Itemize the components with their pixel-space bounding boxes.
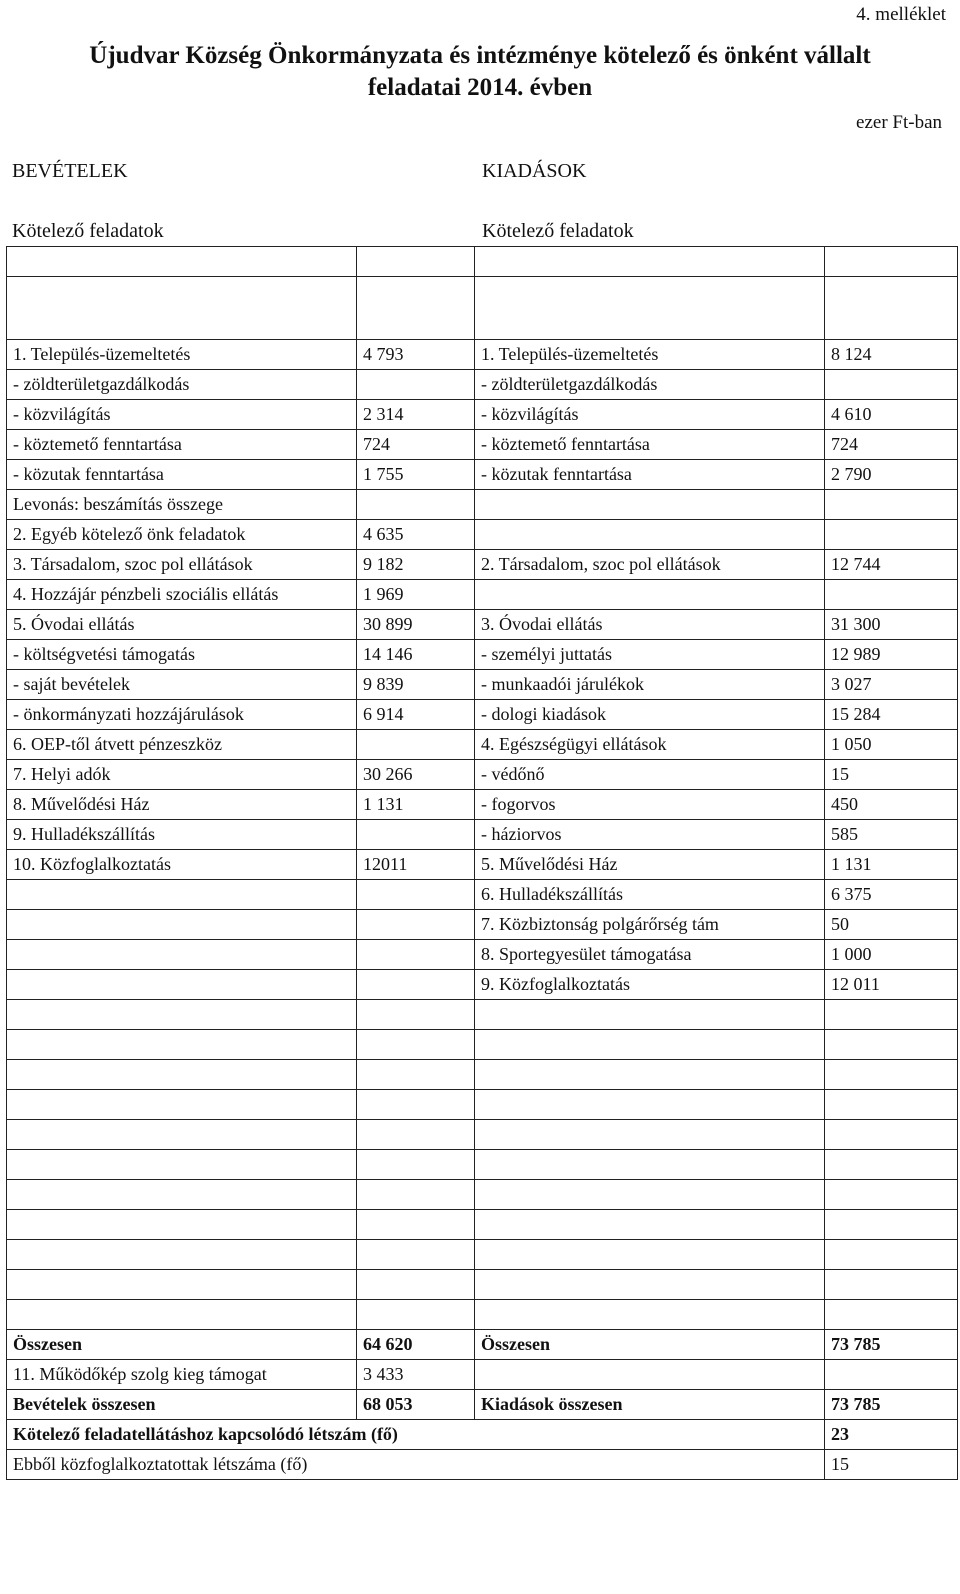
income-item-value: 1 969: [357, 580, 475, 610]
expense-item-label: 1. Település-üzemeltetés: [475, 340, 825, 370]
income-item-label: 7. Helyi adók: [7, 760, 357, 790]
table-row: [7, 550, 958, 580]
income-item-label: [7, 910, 357, 940]
empty-cell: [825, 1360, 958, 1390]
table-row: [7, 760, 958, 790]
unit-label: ezer Ft-ban: [856, 112, 942, 133]
income-subheader: Kötelező feladatok: [12, 220, 164, 242]
empty-row: [7, 1120, 958, 1150]
expense-item-label: 4. Egészségügyi ellátások: [475, 730, 825, 760]
empty-row: [7, 1030, 958, 1060]
grand-total-row: [7, 1390, 958, 1420]
table-row: [7, 400, 958, 430]
expense-item-label: [475, 580, 825, 610]
staff-row: [7, 1420, 958, 1450]
empty-row: [7, 1090, 958, 1120]
income-header: BEVÉTELEK: [12, 160, 128, 182]
public-workers-label: Ebből közfoglalkoztatottak létszáma (fő): [7, 1450, 825, 1480]
expense-item-label: 9. Közfoglalkoztatás: [475, 970, 825, 1000]
income-grand-total-value: 68 053: [357, 1390, 475, 1420]
table-row: [7, 580, 958, 610]
supplementary-support-value: 3 433: [357, 1360, 475, 1390]
expense-item-value: 1 050: [825, 730, 958, 760]
supplementary-support-label: 11. Működőkép szolg kieg támogat: [7, 1360, 357, 1390]
income-item-label: - saját bevételek: [7, 670, 357, 700]
empty-row: [7, 1060, 958, 1090]
empty-row: [7, 1210, 958, 1240]
expense-grand-total-value: 73 785: [825, 1390, 958, 1420]
expense-item-value: 31 300: [825, 610, 958, 640]
income-item-label: - közvilágítás: [7, 400, 357, 430]
table-row: [7, 340, 958, 370]
staff-label: Kötelező feladatellátáshoz kapcsolódó létszám (fő): [7, 1420, 825, 1450]
expense-item-label: 2. Társadalom, szoc pol ellátások: [475, 550, 825, 580]
table-row: [7, 520, 958, 550]
empty-row: [7, 1270, 958, 1300]
title-line-1: Újudvar Község Önkormányzata és intézménye kötelező és önként vállalt: [89, 42, 871, 69]
expense-item-label: - közvilágítás: [475, 400, 825, 430]
empty-row: [7, 1180, 958, 1210]
income-item-value: 14 146: [357, 640, 475, 670]
expense-item-label: - személyi juttatás: [475, 640, 825, 670]
table-row: [7, 430, 958, 460]
total-row: [7, 1330, 958, 1360]
income-item-value: 4 635: [357, 520, 475, 550]
expense-item-value: 585: [825, 820, 958, 850]
income-item-value: 9 182: [357, 550, 475, 580]
expense-item-value: [825, 370, 958, 400]
income-item-label: - zöldterületgazdálkodás: [7, 370, 357, 400]
expense-item-value: [825, 580, 958, 610]
annex-label: 4. melléklet: [856, 4, 946, 25]
table-row: [7, 940, 958, 970]
table-row: [7, 730, 958, 760]
public-workers-row: [7, 1450, 958, 1480]
table-row: [7, 640, 958, 670]
table-row: [7, 490, 958, 520]
expense-item-value: 50: [825, 910, 958, 940]
expense-item-label: - köztemető fenntartása: [475, 430, 825, 460]
expense-item-label: - háziorvos: [475, 820, 825, 850]
income-item-label: [7, 970, 357, 1000]
income-item-value: [357, 490, 475, 520]
expense-item-label: - munkaadói járulékok: [475, 670, 825, 700]
empty-row: [7, 1000, 958, 1030]
expense-item-label: 6. Hulladékszállítás: [475, 880, 825, 910]
income-item-value: 2 314: [357, 400, 475, 430]
expense-item-value: 15 284: [825, 700, 958, 730]
empty-row: [7, 247, 958, 277]
budget-table-body: [7, 247, 958, 1480]
expense-header: KIADÁSOK: [482, 160, 587, 182]
table-row: [7, 880, 958, 910]
table-row: [7, 610, 958, 640]
title-line-2: feladatai 2014. évben: [367, 74, 593, 101]
expense-item-value: 2 790: [825, 460, 958, 490]
table-row: [7, 970, 958, 1000]
income-item-label: 2. Egyéb kötelező önk feladatok: [7, 520, 357, 550]
income-item-value: 12011: [357, 850, 475, 880]
income-item-label: - önkormányzati hozzájárulások: [7, 700, 357, 730]
budget-table: [6, 246, 958, 1480]
expense-item-value: 8 124: [825, 340, 958, 370]
income-item-label: 9. Hulladékszállítás: [7, 820, 357, 850]
income-item-label: 6. OEP-től átvett pénzeszköz: [7, 730, 357, 760]
income-item-value: [357, 970, 475, 1000]
income-item-label: 4. Hozzájár pénzbeli szociális ellátás: [7, 580, 357, 610]
income-item-value: [357, 730, 475, 760]
table-row: [7, 700, 958, 730]
expense-item-value: 15: [825, 760, 958, 790]
table-row: [7, 670, 958, 700]
income-item-label: 8. Művelődési Ház: [7, 790, 357, 820]
expense-item-label: 7. Közbiztonság polgárőrség tám: [475, 910, 825, 940]
expense-item-value: 4 610: [825, 400, 958, 430]
expense-item-value: 12 744: [825, 550, 958, 580]
income-item-label: 5. Óvodai ellátás: [7, 610, 357, 640]
expense-item-value: 1 000: [825, 940, 958, 970]
income-item-value: 6 914: [357, 700, 475, 730]
expense-item-value: [825, 490, 958, 520]
income-total-value: 64 620: [357, 1330, 475, 1360]
expense-item-value: 450: [825, 790, 958, 820]
expense-item-value: 1 131: [825, 850, 958, 880]
empty-row: [7, 1240, 958, 1270]
expense-item-label: - dologi kiadások: [475, 700, 825, 730]
expense-total-value: 73 785: [825, 1330, 958, 1360]
income-item-value: 30 266: [357, 760, 475, 790]
income-item-value: 724: [357, 430, 475, 460]
income-item-label: 10. Közfoglalkoztatás: [7, 850, 357, 880]
expense-item-label: - zöldterületgazdálkodás: [475, 370, 825, 400]
expense-item-label: - védőnő: [475, 760, 825, 790]
income-item-label: Levonás: beszámítás összege: [7, 490, 357, 520]
table-row: [7, 460, 958, 490]
table-row: [7, 370, 958, 400]
income-item-value: 1 131: [357, 790, 475, 820]
income-total-label: Összesen: [7, 1330, 357, 1360]
income-item-label: [7, 940, 357, 970]
expense-item-value: 12 989: [825, 640, 958, 670]
empty-row: [7, 277, 958, 340]
income-item-value: [357, 910, 475, 940]
empty-row: [7, 1300, 958, 1330]
income-item-value: [357, 940, 475, 970]
document-title: [0, 40, 960, 104]
income-item-value: [357, 880, 475, 910]
table-row: [7, 850, 958, 880]
expense-item-label: 5. Művelődési Ház: [475, 850, 825, 880]
expense-item-label: [475, 490, 825, 520]
income-item-label: - köztemető fenntartása: [7, 430, 357, 460]
table-row: [7, 820, 958, 850]
income-item-label: 3. Társadalom, szoc pol ellátások: [7, 550, 357, 580]
income-grand-total-label: Bevételek összesen: [7, 1390, 357, 1420]
expense-item-label: - közutak fenntartása: [475, 460, 825, 490]
expense-item-value: 3 027: [825, 670, 958, 700]
income-item-label: [7, 880, 357, 910]
income-item-value: [357, 820, 475, 850]
expense-grand-total-label: Kiadások összesen: [475, 1390, 825, 1420]
expense-item-label: - fogorvos: [475, 790, 825, 820]
expense-item-label: [475, 520, 825, 550]
expense-item-label: 3. Óvodai ellátás: [475, 610, 825, 640]
expense-item-value: 6 375: [825, 880, 958, 910]
supplementary-support-row: [7, 1360, 958, 1390]
income-item-value: 1 755: [357, 460, 475, 490]
staff-value: 23: [825, 1420, 958, 1450]
income-item-label: - költségvetési támogatás: [7, 640, 357, 670]
expense-item-value: 12 011: [825, 970, 958, 1000]
expense-total-label: Összesen: [475, 1330, 825, 1360]
income-item-value: 30 899: [357, 610, 475, 640]
income-item-value: 9 839: [357, 670, 475, 700]
income-item-value: 4 793: [357, 340, 475, 370]
expense-item-value: [825, 520, 958, 550]
expense-item-label: 8. Sportegyesület támogatása: [475, 940, 825, 970]
income-item-label: 1. Település-üzemeltetés: [7, 340, 357, 370]
table-row: [7, 910, 958, 940]
table-row: [7, 790, 958, 820]
income-item-label: - közutak fenntartása: [7, 460, 357, 490]
expense-item-value: 724: [825, 430, 958, 460]
empty-cell: [475, 1360, 825, 1390]
expense-subheader: Kötelező feladatok: [482, 220, 634, 242]
income-item-value: [357, 370, 475, 400]
empty-row: [7, 1150, 958, 1180]
public-workers-value: 15: [825, 1450, 958, 1480]
